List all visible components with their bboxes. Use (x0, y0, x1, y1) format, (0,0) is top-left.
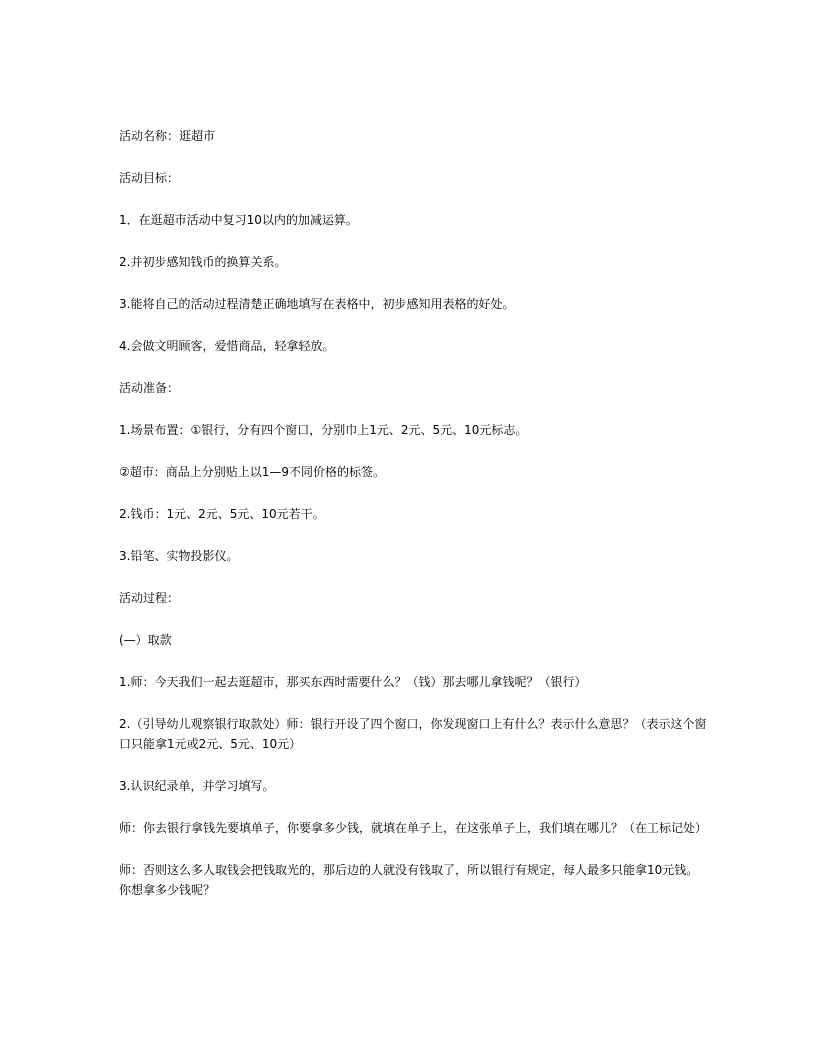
goal-item-1: 1．在逛超市活动中复习10以内的加减运算。 (119, 213, 358, 227)
process-step-2: 2.（引导幼儿观察银行取款处）师：银行开设了四个窗口，你发现窗口上有什么？表示什么意思？（表示这个窗口只能拿1元或2元、5元、10元） (119, 717, 707, 751)
preparation-item-3: 3.铅笔、实物投影仪。 (119, 549, 239, 563)
activity-name: 活动名称：逛超市 (119, 129, 216, 143)
goal-item-2: 2.并初步感知钱币的换算关系。 (119, 255, 287, 269)
goal-item-4: 4.会做文明顾客，爱惜商品，轻拿轻放。 (119, 339, 335, 353)
process-heading: 活动过程： (119, 591, 180, 605)
goal-item-3: 3.能将自己的活动过程清楚正确地填写在表格中，初步感知用表格的好处。 (119, 297, 515, 311)
process-step-3: 3.认识纪录单，并学习填写。 (119, 779, 275, 793)
preparation-item-1: 1.场景布置：①银行，分有四个窗口，分别巾上1元、2元、5元、10元标志。 (119, 423, 528, 437)
goals-heading: 活动目标： (119, 171, 180, 185)
process-step-1: 1.师：今天我们一起去逛超市，那买东西时需要什么？（钱）那去哪儿拿钱呢？（银行） (119, 675, 587, 689)
preparation-item-2: 2.钱币：1元、2元、5元、10元若干。 (119, 507, 325, 521)
preparation-item-1b: ②超市：商品上分别贴上以1—9不同价格的标签。 (119, 465, 386, 479)
teacher-line-2: 师：否则这么多人取钱会把钱取光的，那后边的人就没有钱取了，所以银行有规定，每人最多只能拿10元钱。你想拿多少钱呢？ (119, 863, 699, 897)
section-withdraw-heading: (—）取款 (119, 633, 172, 647)
teacher-line-1: 师：你去银行拿钱先要填单子，你要拿多少钱，就填在单子上，在这张单子上，我们填在哪儿？（在工标记处） (119, 821, 708, 835)
preparation-heading: 活动准备： (119, 381, 180, 395)
document-body (119, 126, 709, 922)
